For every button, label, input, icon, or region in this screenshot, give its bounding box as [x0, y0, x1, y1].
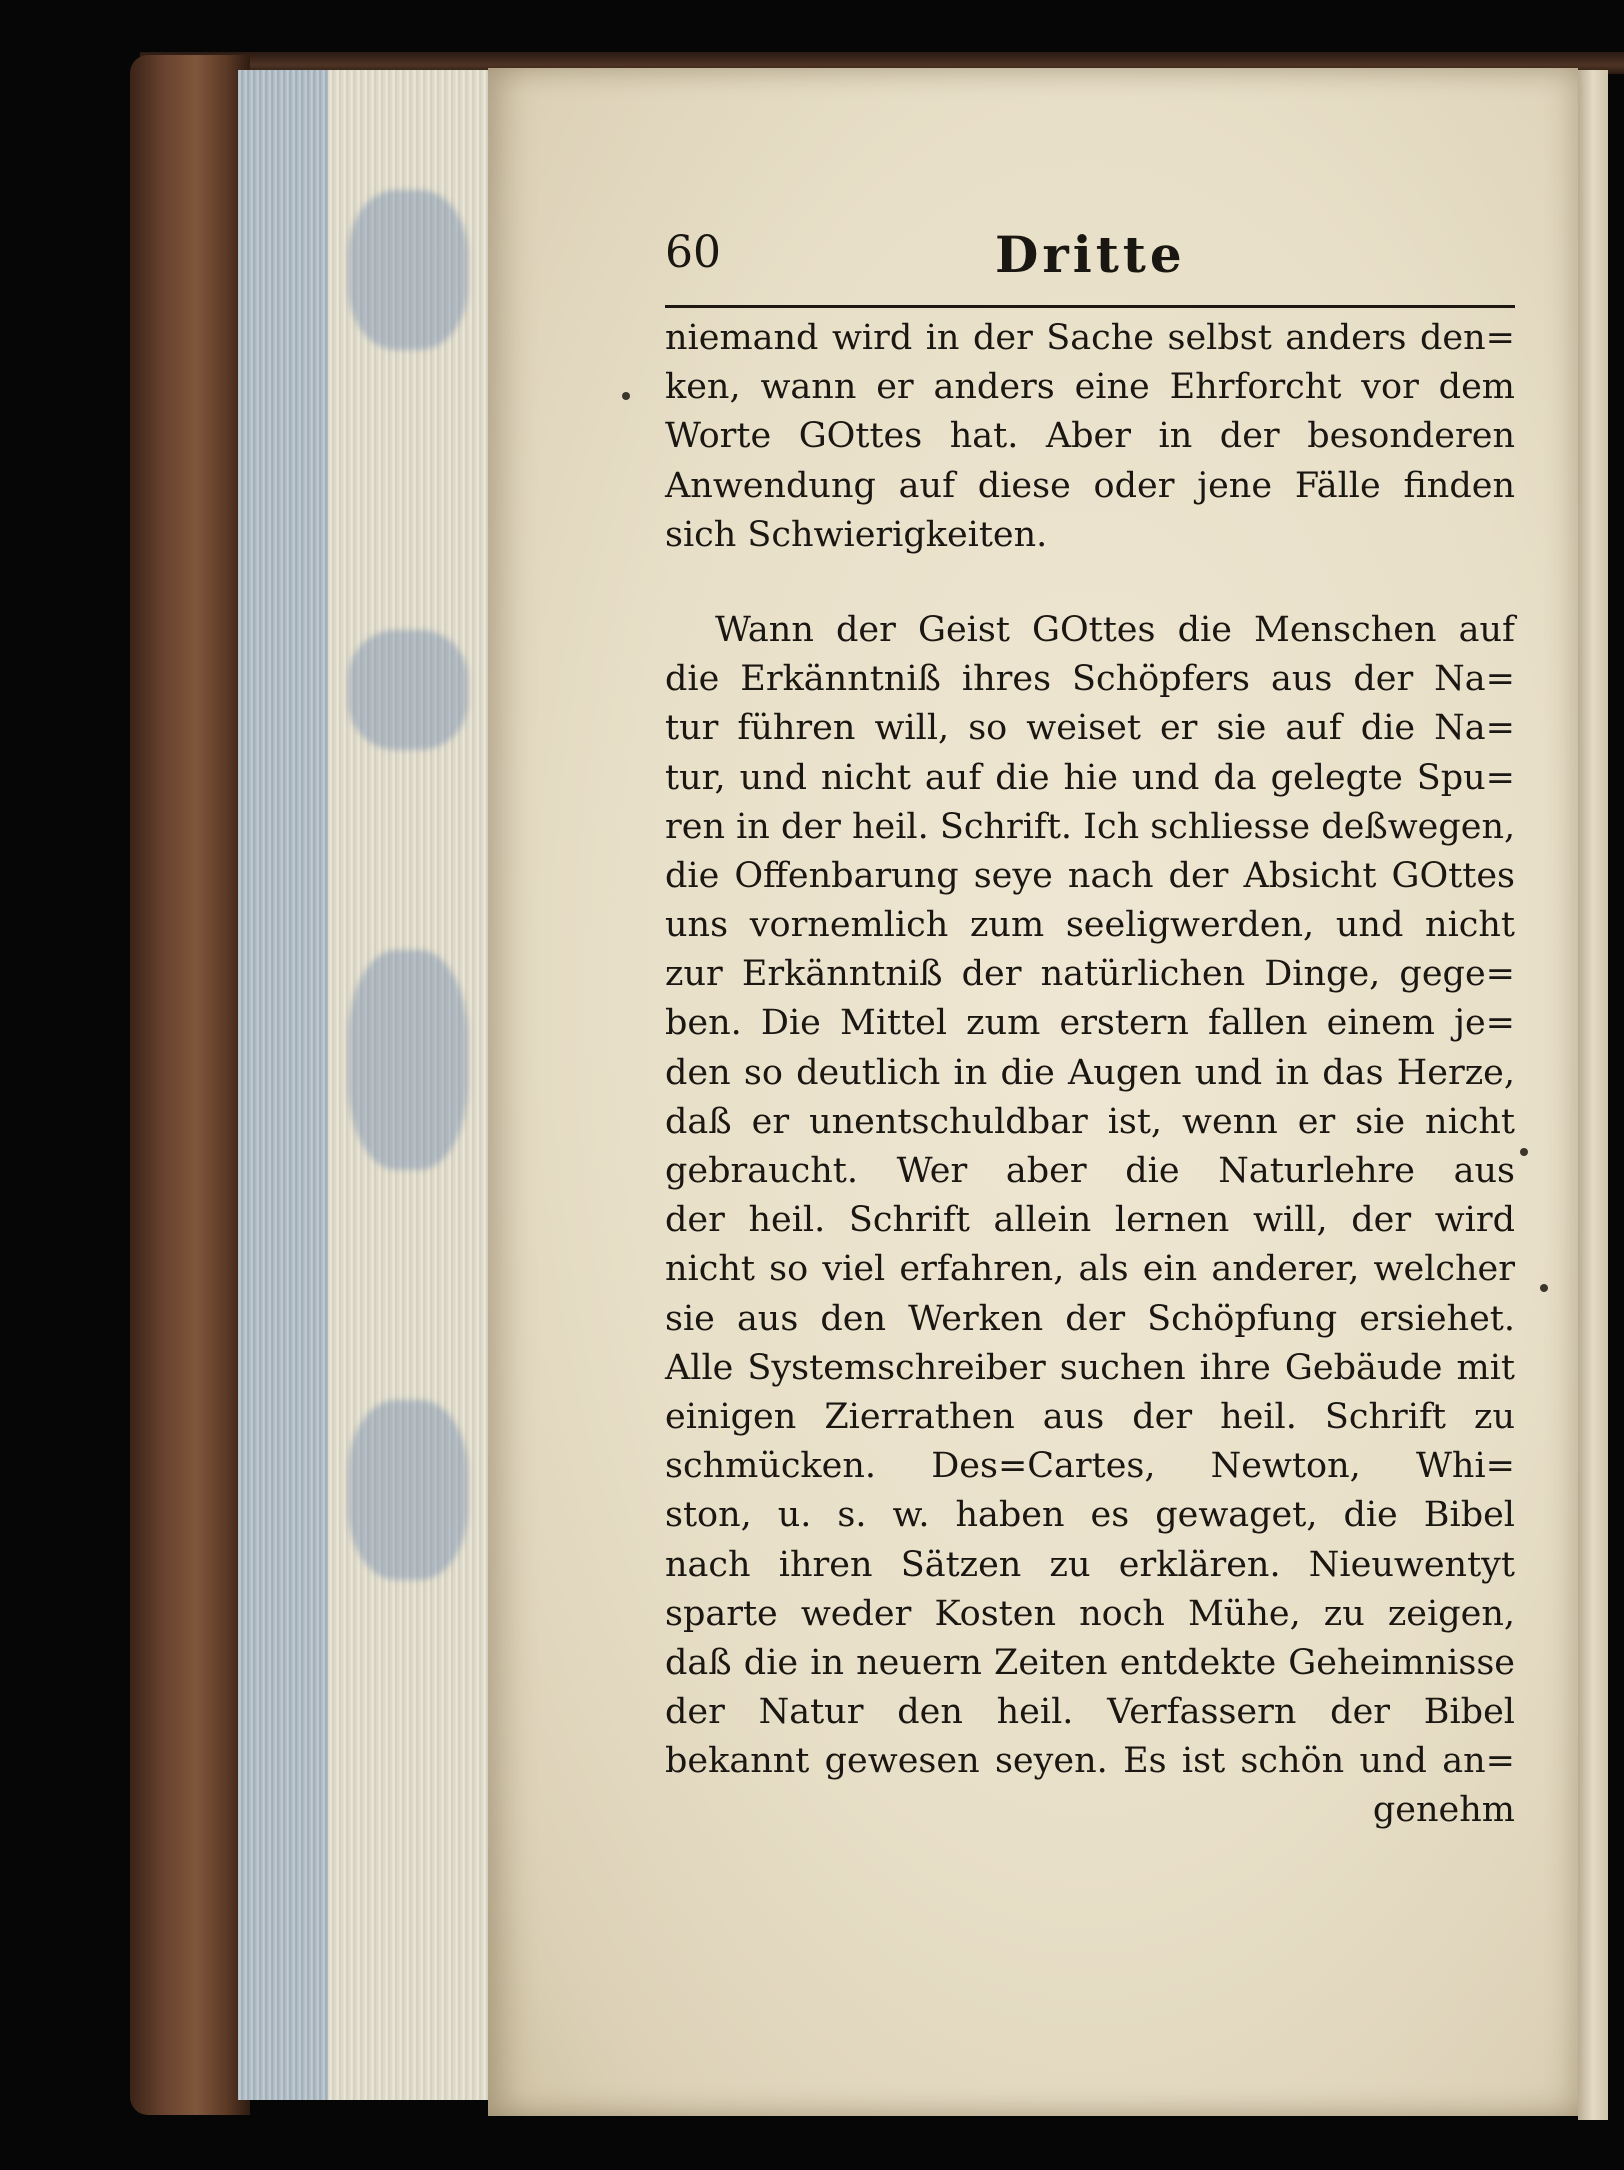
book-cover-leather — [130, 55, 250, 2115]
text-line: einigen Zierrathen aus der heil. Schrift zu — [665, 1396, 1515, 1437]
text-line: der Natur den heil. Verfassern der Bibel — [665, 1692, 1515, 1733]
text-line: die Erkänntniß ihres Schöpfers aus der Na= — [665, 659, 1515, 700]
paragraph-2 — [665, 606, 1515, 1836]
catchword: genehm — [1372, 1790, 1515, 1831]
text-line: sparte weder Kosten noch Mühe, zu zeigen, — [665, 1593, 1515, 1634]
text-line: ken, wann er anders eine Ehrforcht vor dem — [665, 367, 1515, 408]
ink-stain — [348, 1400, 468, 1580]
text-line: daß er unentschuldbar ist, wenn er sie nicht — [665, 1101, 1515, 1142]
ink-stain — [348, 630, 468, 750]
text-line: ston, u. s. w. haben es gewaget, die Bibel — [665, 1495, 1515, 1536]
text-line: der heil. Schrift allein lernen will, der wird — [665, 1200, 1515, 1241]
text-line: den so deutlich in die Augen und in das Herze, — [665, 1052, 1515, 1093]
text-line: gebraucht. Wer aber die Naturlehre aus — [665, 1151, 1515, 1191]
text-line: tur führen will, so weiset er sie auf die Na= — [665, 708, 1515, 749]
ink-speck — [622, 392, 630, 400]
running-head: Dritte — [995, 225, 1186, 284]
text-line: schmücken. Des=Cartes, Newton, Whi= — [665, 1446, 1515, 1487]
page-text — [665, 225, 1515, 1836]
text-line: ren in der heil. Schrift. Ich schliesse deßwegen, — [665, 806, 1516, 847]
text-line: Wann der Geist GOttes die Menschen auf — [715, 609, 1515, 650]
text-line: ben. Die Mittel zum erstern fallen einem je= — [665, 1003, 1515, 1044]
ink-stain — [348, 190, 468, 350]
next-page-edge — [1578, 70, 1608, 2120]
text-line: nach ihren Sätzen zu erklären. Nieuwentyt — [665, 1544, 1515, 1585]
text-line: tur, und nicht auf die hie und da gelegte Spu= — [665, 757, 1515, 798]
text-line: Alle Systemschreiber suchen ihre Gebäude mit — [665, 1347, 1515, 1388]
text-line: nicht so viel erfahren, als ein anderer, welcher — [665, 1249, 1515, 1290]
text-line: uns vornemlich zum seeligwerden, und nicht — [665, 905, 1515, 946]
page-header — [665, 225, 1515, 308]
paragraph-gap — [665, 560, 1515, 606]
ink-stain — [348, 950, 468, 1170]
text-line: sich Schwierigkeiten. — [665, 514, 1048, 555]
text-line: zur Erkänntniß der natürlichen Dinge, gege= — [665, 954, 1515, 995]
text-line: daß die in neuern Zeiten entdekte Geheimnisse — [665, 1642, 1515, 1683]
text-line: Anwendung auf diese oder jene Fälle finden — [665, 465, 1515, 506]
text-line: sie aus den Werken der Schöpfung ersiehet. — [665, 1298, 1515, 1339]
page-number: 60 — [665, 227, 721, 278]
text-line: bekannt gewesen seyen. Es ist schön und an= — [665, 1741, 1515, 1782]
text-line: die Offenbarung seye nach der Absicht GOttes — [665, 855, 1515, 896]
ink-speck — [1520, 1148, 1528, 1156]
ink-speck — [1540, 1284, 1548, 1292]
page-edges-left — [238, 70, 328, 2100]
page-edges-inner — [328, 70, 488, 2100]
paragraph-1 — [665, 314, 1515, 560]
text-line: Worte GOttes hat. Aber in der besonderen — [665, 416, 1515, 457]
text-line: niemand wird in der Sache selbst anders den= — [665, 318, 1515, 358]
